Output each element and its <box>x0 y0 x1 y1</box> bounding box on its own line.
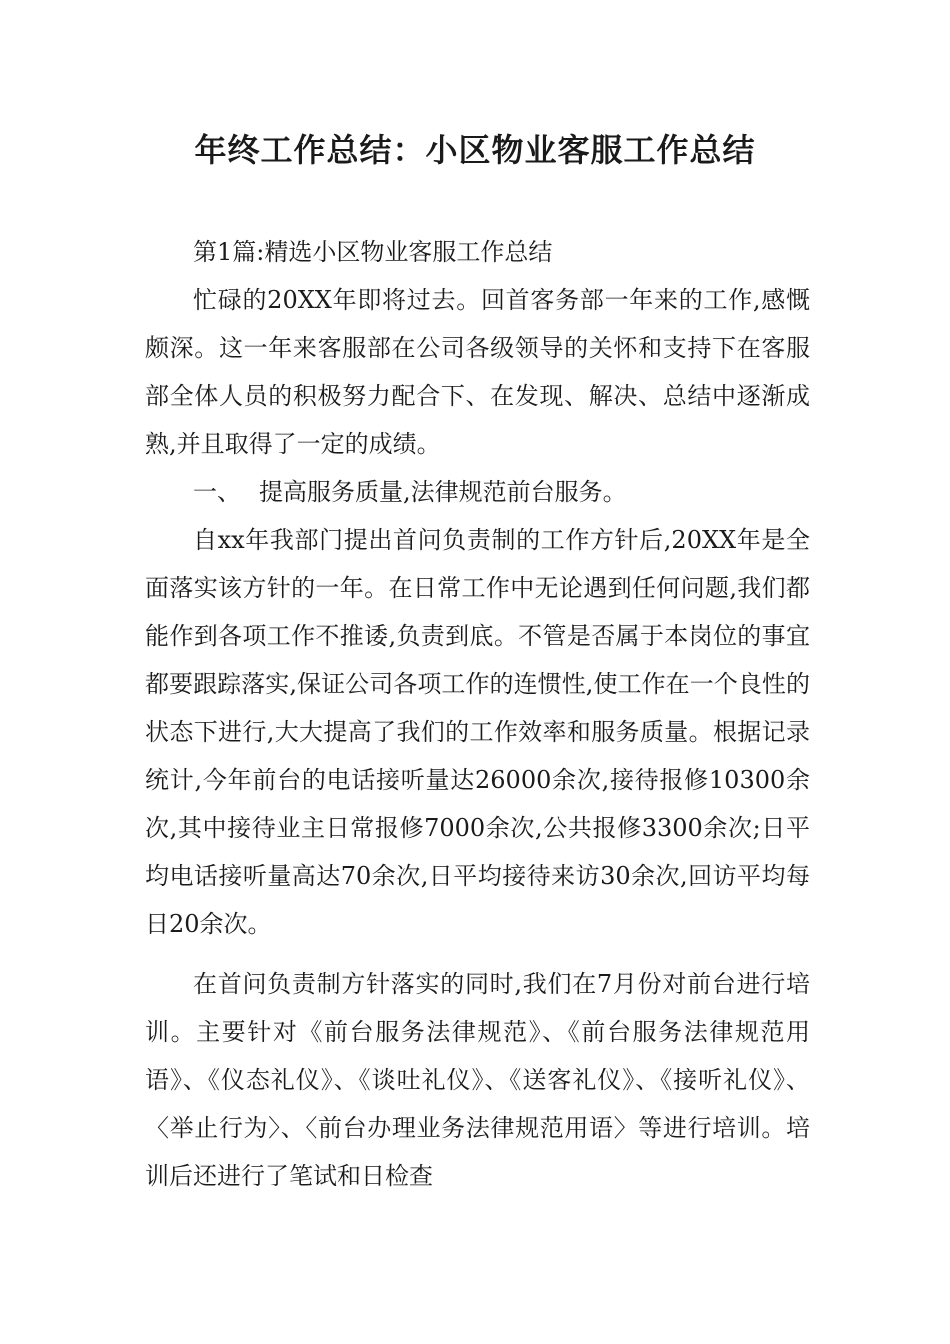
subheading-number: 一、 <box>193 478 241 506</box>
document-title: 年终工作总结：小区物业客服工作总结 <box>194 131 756 169</box>
subheading-1 <box>145 468 810 516</box>
subheading-text: 提高服务质量,法律规范前台服务。 <box>259 478 627 506</box>
document-body <box>145 228 810 1200</box>
paragraph-intro: 忙碌的20XX年即将过去。回首客务部一年来的工作,感慨颇深。这一年来客服部在公司各级领导的关怀和支持下在客服部全体人员的积极努力配合下、在发现、解决、总结中逐渐成熟,并且取得了一定的成绩。 <box>145 286 810 458</box>
paragraph-training: 在首问负责制方针落实的同时,我们在7月份对前台进行培训。主要针对《前台服务法律规范》、《前台服务法律规范用语》、《仪态礼仪》、《谈吐礼仪》、《送客礼仪》、《接听礼仪》、〈举止行为〉、〈前台办理业务法律规范用语〉等进行培训。培训后还进行了笔试和日检查 <box>145 970 810 1190</box>
paragraph-service-quality: 自xx年我部门提出首问负责制的工作方针后,20XX年是全面落实该方针的一年。在日常工作中无论遇到任何问题,我们都能作到各项工作不推诿,负责到底。不管是否属于本岗位的事宜都要跟踪落实,保证公司各项工作的连惯性,使工作在一个良性的状态下进行,大大提高了我们的工作效率和服务质量。根据记录统计,今年前台的电话接听量达26000余次,接待报修10300余次,其中接待业主日常报修7000余次,公共报修3300余次;日平均电话接听量高达70余次,日平均接待来访30余次,回访平均每日20余次。 <box>145 526 810 938</box>
section-heading: 第1篇:精选小区物业客服工作总结 <box>193 238 553 266</box>
